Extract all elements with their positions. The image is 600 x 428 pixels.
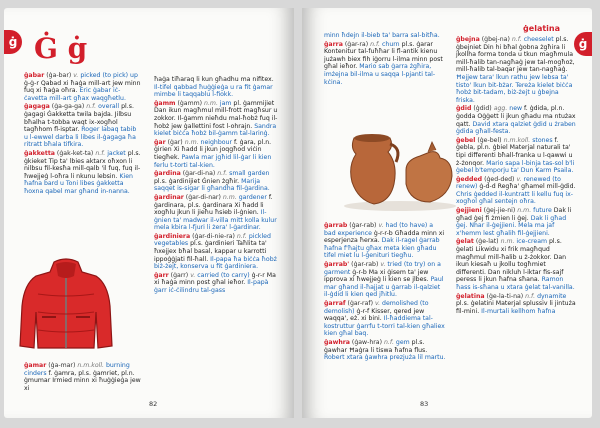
definition: ġ-d-d Regħa' għamel mill-ġdid. bbox=[477, 183, 576, 191]
headword: ġardiniera bbox=[154, 232, 191, 240]
dictionary-entry bbox=[154, 194, 280, 232]
example: Dak li għad ġej. Nhar il-ġejjieni. Mela ma jaf x'hemm lest għalih fil-ġejjieni. bbox=[456, 214, 567, 237]
example: Roger labaq tabib u l-ewwel darba li libes il-ġagaga ħa ritratt bħala tifkira. bbox=[24, 126, 137, 149]
pronunciation: (ġak-ket-ta) bbox=[54, 149, 96, 157]
translation: carried (to carry) bbox=[195, 271, 250, 279]
part-of-speech: n.f. bbox=[383, 338, 394, 346]
translation: renewed (to renew) bbox=[456, 175, 561, 191]
example: Mario sab ġarra żgħira, imżejna bil-ilma u saqqa l-pjanti tal-kċina. bbox=[324, 63, 436, 86]
part-of-speech: n.m. bbox=[204, 99, 218, 107]
part-of-speech: n.m. bbox=[184, 138, 199, 146]
example: Il-ġnien ta' madwar il-villa mitt kolla kulur mela kbira l-fjuri li żera' l-ġardinar. bbox=[154, 209, 277, 232]
left-column-2 bbox=[154, 76, 280, 296]
definition: pl.s. ġardinijiet Ġnien żgħir. bbox=[154, 177, 242, 185]
red-jacket-image bbox=[16, 254, 116, 354]
part-of-speech: v. bbox=[516, 175, 522, 183]
part-of-speech: n.m. bbox=[500, 238, 515, 246]
letter-tab[interactable]: ġ bbox=[4, 30, 22, 54]
translation: demolished (to demolish) bbox=[324, 299, 429, 315]
dictionary-entry bbox=[456, 105, 576, 135]
dictionary-entry bbox=[154, 100, 280, 138]
definition: pl.s. ġawhar Ħaġra li tiswa ħafna flus. bbox=[324, 338, 428, 354]
example: Il-ħaddiema tal-kostruttur ġarrfu t-torri tal-kien għaliex kien għal baq. bbox=[324, 315, 445, 338]
example: Paul mar għand il-ħajjat u ġarrab il-qalziet il-ġdid li kien qed jħitlu. bbox=[324, 276, 444, 299]
example: Ħejjew tara' lkun rathu jew lebsa ta' tisto' lkun bit-bżar. Tereża kielet biċċa ħobż bit-tadam, biż-żejt u ġbejna friska. bbox=[456, 73, 573, 104]
page-number: 83 bbox=[420, 400, 429, 408]
headword: ġamm bbox=[154, 99, 176, 107]
dictionary-entry bbox=[24, 362, 142, 392]
headword: ġakketta bbox=[24, 149, 55, 157]
pronunciation: (ġarr) bbox=[168, 271, 191, 279]
left-column-1 bbox=[24, 72, 142, 197]
right-column-1 bbox=[324, 222, 446, 363]
dictionary-entry bbox=[24, 150, 142, 196]
definition: ħaġa tiħaraq li kun għadhu ma nifitex. bbox=[154, 76, 274, 83]
pronunciation: (ġa-bar) bbox=[44, 72, 74, 79]
headword: ġelatina bbox=[456, 292, 485, 300]
translation: neighbour bbox=[198, 138, 233, 146]
page-number: 82 bbox=[149, 400, 158, 408]
example: minn ħdejn il-bieb ta' barra sal-bitħa. bbox=[324, 32, 440, 39]
example: Il-papà ġarr iċ-ċilindru tal-gass bbox=[154, 279, 269, 295]
pronunciation: (ġa-mar) bbox=[46, 362, 78, 369]
translation: pickled vegetables bbox=[154, 232, 271, 248]
headword: ġar bbox=[154, 138, 166, 146]
dictionary-entry bbox=[324, 32, 446, 40]
dictionary-entry bbox=[456, 293, 576, 316]
definition: ġ-r-r-b Għadda minn xi esperjenza ħerxa. bbox=[324, 229, 445, 245]
part-of-speech: n.m.koll. bbox=[503, 136, 531, 144]
definition: pl.s. ġkieket Tip ta' lbies aktarx oħxon li nilbsu fil-kesħa mill-qalb 'il fuq, fuq il-ħwejjeġ l-oħra li nkunu lebsin. bbox=[24, 149, 141, 180]
part-of-speech: v. bbox=[73, 72, 79, 79]
part-of-speech: n.m. bbox=[517, 207, 532, 215]
definition: pl.s. ġelati Likwidu xi frik magħqud magħmul mill-ħalib u ż-żokkor. Dan ikun kiesaħ u jkollu togħmiet differenti. Dan nikluh l-iktar fis-sajf peress li jkun ħafna sħana. bbox=[456, 238, 567, 284]
pronunciation: (ġar-di-nie-ra) bbox=[190, 232, 237, 240]
example: Kien ħafna bard u Toni libes ġakketta ħoxna qabel mar għand in-nanna. bbox=[24, 172, 133, 195]
definition: Dak li għad ġej fi żmien li ġej. bbox=[456, 207, 572, 222]
example: Il-murtali kellhom ħafna bbox=[481, 307, 556, 315]
translation: jacket bbox=[105, 149, 126, 157]
pronunciation: (ġa-ga-ga) bbox=[49, 103, 87, 111]
definition: f. ġdida, pl.n. ġodda Oġġett li jkun għadu ma ntużax qatt. bbox=[456, 105, 576, 128]
part-of-speech: agg. bbox=[493, 105, 508, 113]
translation: had (to have) a bad experience bbox=[324, 222, 434, 237]
pronunciation: (ġar-ra) bbox=[342, 40, 371, 48]
translation: future bbox=[531, 207, 552, 215]
dictionary-entry bbox=[324, 339, 446, 362]
definition: pl.s. ġagagi Ġakketta twila bajda. Jilbsu bħalha t-tobba waqt ix-xogħol tagħhom fl-isptar. bbox=[24, 103, 134, 134]
example: Robert xtara ġawhra prezjuża lil martu. bbox=[324, 354, 446, 362]
pronunciation: (ġe-la-ti-na) bbox=[484, 292, 526, 300]
pronunciation: (ġaw-hra) bbox=[349, 338, 384, 346]
translation: ice-cream bbox=[514, 238, 548, 246]
headword: ġarr bbox=[154, 271, 169, 279]
headword: ġawhra bbox=[324, 338, 350, 346]
pronunciation: (ġar-rab) bbox=[347, 222, 379, 229]
pronunciation: (ġar-rab) bbox=[349, 260, 381, 268]
part-of-speech: n.f. bbox=[217, 170, 228, 178]
headword: ġbejna bbox=[456, 36, 480, 43]
headword: ġdid bbox=[456, 105, 472, 113]
part-of-speech: n.m.koll. bbox=[77, 362, 105, 369]
part-of-speech: n.f. bbox=[511, 36, 522, 43]
headword: ġarrab bbox=[324, 222, 348, 229]
part-of-speech: n.f. bbox=[525, 292, 536, 300]
definition: f. ġamra, pl.s. ġamriet, pl.n. ġmumar Irmied minn xi ħuġġieġa jew xi bbox=[24, 369, 141, 392]
headword: ġamar bbox=[24, 362, 47, 369]
part-of-speech: v. bbox=[380, 260, 386, 268]
dictionary-entry bbox=[456, 207, 576, 237]
dictionary-entry bbox=[456, 238, 576, 291]
example: Chris ġedded il-kuntratt li kellu fuq ix-xogħol għal sentejn oħra. bbox=[456, 190, 573, 206]
letter-heading: Ġ ġ bbox=[34, 32, 88, 65]
pronunciation: (ġar) bbox=[165, 138, 185, 146]
right-column-2 bbox=[456, 36, 576, 316]
definition: ġ-r-f Kisser, qered jew waqqa', eż. xi bini. bbox=[324, 307, 425, 323]
dictionary-entry bbox=[24, 103, 142, 149]
dictionary-entry bbox=[456, 137, 576, 175]
translation: new bbox=[507, 105, 523, 113]
dictionary-entry bbox=[154, 139, 280, 169]
example: Il-tifel qabbad ħuġġieġa u ra fit ġamar mimbe li taqqablu l-fiokk. bbox=[154, 83, 273, 99]
headword: ġebel bbox=[456, 136, 476, 144]
definition: f. ġara, pl.n. ġirien Xi ħadd li jkun joqgħod viċin tiegħek. bbox=[154, 138, 272, 161]
translation: gardener bbox=[236, 193, 267, 201]
running-head: ġelatina bbox=[523, 24, 560, 33]
example: Pawla mar jgħid lil-ġar li kien ferlu t-torti tal-kien. bbox=[154, 153, 272, 169]
example: Marija saqqet is-sigar li għandha fil-ġardina. bbox=[154, 177, 270, 193]
dictionary-entry bbox=[456, 36, 576, 104]
headword: ġelat bbox=[456, 238, 474, 246]
part-of-speech: v. bbox=[374, 299, 381, 307]
left-column-1-bottom bbox=[24, 362, 142, 393]
part-of-speech: v. bbox=[190, 271, 196, 279]
definition: ġ-r-r Ma xi ħaġa minn post għal ieħor. bbox=[154, 271, 276, 287]
example: Il-papa ħa biċċa ħobż biż-żejt, konserva u fit ġardiniera. bbox=[154, 255, 277, 271]
pronunciation: (ġar-raf) bbox=[345, 299, 375, 307]
translation: stones bbox=[530, 136, 553, 144]
example: Eric ġabar iċ-ċavetta mill-art għax waqgħetlu. bbox=[24, 87, 126, 102]
part-of-speech: n.f. bbox=[86, 103, 97, 111]
translation: gem bbox=[393, 338, 410, 346]
dictionary-entry bbox=[456, 176, 576, 206]
part-of-speech: n.f. bbox=[370, 40, 381, 48]
pronunciation: (ġamm) bbox=[175, 99, 205, 107]
definition: pl.s. ġarar Kontenitur tal-fuħħar li fl-antik kienu jużawh biex fih iġorru l-ilma minn post għal ieħor. bbox=[324, 40, 443, 71]
right-column-1-top bbox=[324, 32, 446, 87]
example: Sandra kielet biċċa ħobż bil-ġamm tal-larinġ. bbox=[154, 122, 277, 138]
translation: burning cinders bbox=[24, 362, 130, 377]
translation: jam bbox=[217, 99, 232, 107]
translation: picked (to pick) up bbox=[78, 72, 138, 79]
pronunciation: (ġed-ded) bbox=[482, 175, 517, 183]
definition: f. ġardinara, pl.s. ġardinara Xi ħadd li xogħlu jkun li jieħu ħsieb il-ġnien. bbox=[154, 193, 273, 217]
dictionary-entry bbox=[154, 233, 280, 271]
example: Dak il-ragel ġarrab ħafna f'ħajtu għax meta kien għadu tifel miet lu l-ġenituri tiegħu. bbox=[324, 237, 440, 260]
translation: small garden bbox=[227, 170, 270, 178]
pronunciation: (ġdid) bbox=[471, 105, 494, 113]
definition: pl.s. ġardinieri Taħlita ta' ħxejjex bħal basal, kappar u karrotti ippoġġjati fil-ħall. bbox=[154, 240, 267, 263]
definition: ġ-r-b Ma xi ġisem ta' jew ipprova xi ħwejjeġ li kien se jlbes. bbox=[324, 268, 431, 284]
pronunciation: (ġar-di-nar) bbox=[183, 193, 223, 201]
part-of-speech: v. bbox=[378, 222, 384, 229]
dictionary-entry bbox=[24, 72, 142, 102]
dictionary-entry bbox=[324, 261, 446, 299]
pronunciation: (ġej-jie-ni) bbox=[481, 207, 518, 215]
dictionary-entry bbox=[324, 300, 446, 338]
translation: dynamite bbox=[535, 292, 567, 300]
dictionary-entry bbox=[324, 222, 446, 260]
right-page bbox=[302, 8, 592, 418]
part-of-speech: n.m. bbox=[222, 193, 237, 201]
left-page bbox=[4, 8, 294, 418]
pronunciation: (ġar-di-na) bbox=[180, 170, 218, 178]
pronunciation: (ġbej-na) bbox=[479, 36, 512, 43]
headword: ġardinar bbox=[154, 193, 184, 201]
example: Mario sapa l-binja tas-sol b'li ġebel b'temporju ta' Dun Karm Psaila. bbox=[456, 159, 575, 175]
dictionary-entry bbox=[154, 76, 280, 99]
headword: ġejjieni bbox=[456, 207, 482, 215]
headword: ġardina bbox=[154, 170, 181, 178]
example: Ramon ħass is-sħana u xtara ġelat tal-vanilla. bbox=[456, 276, 575, 291]
pronunciation: (ġe-bel) bbox=[475, 136, 504, 144]
dictionary-entry bbox=[154, 272, 280, 295]
example: David xtara qalziet ġdid u żraben ġdida għall-festa. bbox=[456, 120, 576, 136]
definition: pl.s. ġelatini Materjal splussiv li jintuża fil-mini. bbox=[456, 300, 576, 315]
clay-pots-image bbox=[340, 120, 460, 212]
headword: ġedded bbox=[456, 175, 483, 183]
dictionary-entry bbox=[154, 170, 280, 193]
definition: pl. ġammijiet Dan ikun magħmul mill-frott magħsur u zokkor. Il-ġamm nieħdu mal-ħobż fuq il-ħobż jew ġallettini fost l-ohrajn. bbox=[154, 99, 278, 130]
definition: f. ġebla, pl.n. ġbiel Materjal naturali ta' tipi differenti bħall-franka u l-qawwi u ż-żonqor. bbox=[456, 136, 573, 167]
definition: pl.s. ġbejniet Din hi bħal ġobna żgħira li jkollha forma tonda u tkun magħmula mill-ħalib tan-nagħaġ jew tal-mogħoż, mill-ħalib tal-baqar jew tan-nagħaġ. bbox=[456, 36, 575, 74]
part-of-speech: n.f. bbox=[95, 149, 106, 157]
headword: ġarraf bbox=[324, 299, 346, 307]
part-of-speech: n.f. bbox=[236, 232, 247, 240]
headword: ġarra bbox=[324, 40, 343, 48]
headword: ġabar bbox=[24, 72, 45, 79]
definition: ġ-ġ-r Qabad xi ħaġa mill-art jew minn fuq xi ħaġa oħra. bbox=[24, 79, 141, 95]
translation: cheeselet bbox=[521, 36, 554, 43]
dictionary-entry bbox=[324, 41, 446, 87]
letter-tab[interactable]: ġ bbox=[574, 32, 592, 56]
pronunciation: (ġe-lat) bbox=[473, 238, 501, 246]
translation: tried (to try) on a garment bbox=[324, 260, 441, 276]
headword: ġarrab' bbox=[324, 260, 350, 268]
headword: ġagaga bbox=[24, 103, 50, 111]
translation: overall bbox=[96, 103, 120, 111]
translation: churn bbox=[380, 40, 400, 48]
